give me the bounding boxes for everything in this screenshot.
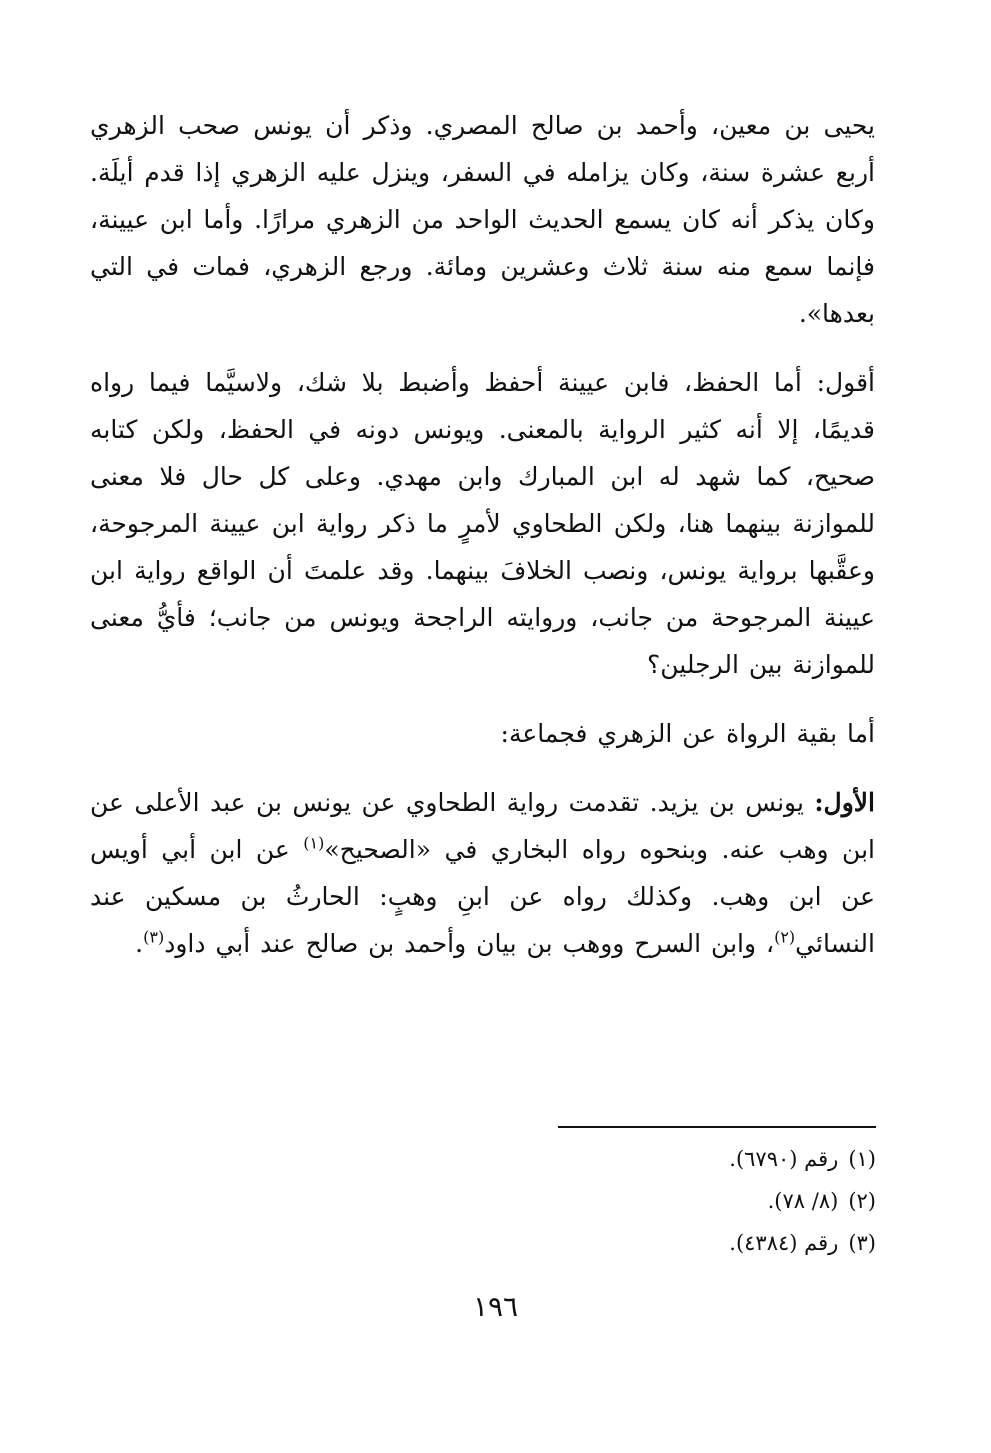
paragraph-3 xyxy=(90,710,875,757)
footnote-ref-1[interactable]: (١) xyxy=(303,833,325,853)
footnote-ref-3[interactable]: (٣) xyxy=(143,927,165,947)
footnote-3 xyxy=(376,1222,876,1264)
paragraph-4-lead: الأول: xyxy=(814,788,875,817)
footnote-2-number: (٢) xyxy=(848,1189,876,1213)
paragraph-4-part1: يونس بن يزيد. تقدمت رواية الطحاوي عن يونس بن عبد الأعلى عن ابن وهب عنه. وبنحوه رواه البخاري في «الصحيح» xyxy=(90,788,875,864)
footnote-divider xyxy=(558,1126,876,1128)
footnote-2-text: (٨/ ٧٨). xyxy=(767,1189,839,1213)
page-body xyxy=(90,102,875,967)
footnote-1 xyxy=(376,1138,876,1180)
paragraph-4-part4: . xyxy=(135,929,144,958)
paragraph-3-text: أما بقية الرواة عن الزهري فجماعة: xyxy=(500,719,875,748)
paragraph-4-part2: عن ابن أبي أويس عن ابن وهب. وكذلك رواه عن ابنِ وهبٍ: الحارثُ بن مسكين عند النسائي xyxy=(90,835,875,958)
footnote-2 xyxy=(376,1180,876,1222)
footnotes xyxy=(376,1138,876,1264)
paragraph-1-text: يحيى بن معين، وأحمد بن صالح المصري. وذكر أن يونس صحب الزهري أربع عشرة سنة، وكان يزامله في السفر، وينزل عليه الزهري إذا قدم أيلَة. وكان يذكر أنه كان يسمع الحديث الواحد من الزهري مرارًا. وأما ابن عيينة، فإنما سمع منه سنة ثلاث وعشرين ومائة. ورجع الزهري، فمات في التي بعدها». xyxy=(90,111,875,328)
footnote-3-number: (٣) xyxy=(848,1231,876,1255)
page-number: ١٩٦ xyxy=(472,1290,519,1323)
footnote-3-text: رقم (٤٣٨٤). xyxy=(729,1231,839,1255)
paragraph-4-part3: ، وابن السرح ووهب بن بيان وأحمد بن صالح عند أبي داود xyxy=(164,929,775,958)
paragraph-1 xyxy=(90,102,875,337)
paragraph-2 xyxy=(90,359,875,688)
footnote-1-text: رقم (٦٧٩٠). xyxy=(729,1147,839,1171)
footnote-ref-2[interactable]: (٢) xyxy=(774,927,796,947)
paragraph-4 xyxy=(90,779,875,967)
paragraph-2-text: أقول: أما الحفظ، فابن عيينة أحفظ وأضبط بلا شك، ولاسيَّما فيما رواه قديمًا، إلا أنه كثير الرواية بالمعنى. ويونس دونه في الحفظ، ولكن كتابه صحيح، كما شهد له ابن المبارك وابن مهدي. وعلى كل حال فلا معنى للموازنة بينهما هنا، ولكن الطحاوي لأمرٍ ما ذكر رواية ابن عيينة المرجوحة، وعقَّبها برواية يونس، ونصب الخلافَ بينهما. وقد علمتَ أن الواقع رواية ابن عيينة المرجوحة من جانب، وروايته الراجحة ويونس من جانب؛ فأيُّ معنى للموازنة بين الرجلين؟ xyxy=(90,368,875,679)
footnote-1-number: (١) xyxy=(848,1147,876,1171)
